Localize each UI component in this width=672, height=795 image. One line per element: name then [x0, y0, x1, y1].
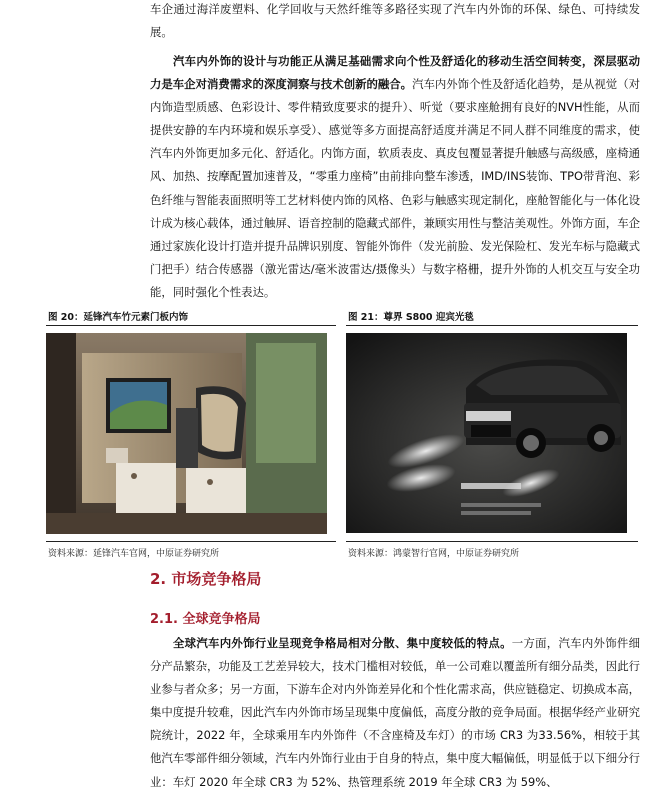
paragraph-global-competition	[150, 632, 640, 794]
yanfeng-door-panel-photo	[46, 333, 327, 534]
subsection-heading-global-competition: 2.1. 全球竞争格局	[150, 612, 261, 627]
figure-21-caption: 图 21：尊界 S800 迎宾光毯	[348, 312, 474, 323]
paragraph-intro	[150, 0, 640, 44]
figure-21-rule	[346, 325, 638, 326]
paragraph-global-competition-bold: 全球汽车内外饰行业呈现竞争格局相对分散、集中度较低的特点。	[173, 636, 512, 650]
figure-20-source-rule	[46, 541, 336, 542]
figure-20-image	[46, 333, 327, 534]
paragraph-design-trend-body: 汽车内外饰个性及舒适化趋势，是从视觉（对内饰造型质感、色彩设计、零件精致度要求的提升）、听觉（要求座舱拥有良好的NVH性能，从而提供安静的车内环境和娱乐享受）、感觉等多方面提高舒适度并满足不同人群不同维度的需求，使汽车内外饰更加多元化、舒适化。内饰方面，软质表皮、真皮包覆显著提升触感与高级感，座椅通风、加热、按摩配置加速普及，“零重力座椅”由前排向整车渗透，IMD/INS装饰、TPO带背泡、彩色纤维与智能表面照明等工艺材料使内饰的风格、色彩与触感实现定制化，座舱智能化与一体化设计成为核心载体，通过触屏、语音控制的隐藏式部件，兼顾实用性与整洁美观性。外饰方面，车企通过家族化设计打造并提升品牌识别度、智能外饰件（发光前脸、发光保险杠、发光车标与隐藏式门把手）结合传感器（激光雷达/毫米波雷达/摄像头）与数字格栅，提升外饰的人机交互与安全功能，同时强化个性表达。	[150, 77, 640, 299]
figure-21-image	[346, 333, 627, 533]
paragraph-intro-text: 车企通过海洋废塑料、化学回收与天然纤维等多路径实现了汽车内外饰的环保、绿色、可持续发展。	[150, 2, 640, 40]
figure-20-rule	[46, 325, 336, 326]
figure-20-caption: 图 20：延锋汽车竹元素门板内饰	[48, 312, 189, 323]
paragraph-design-trend-bold: 汽车内外饰的设计与功能正从满足基础需求向个性及舒适化的移动生活空间转变，深层驱动力是车企对消费需求的深度洞察与技术创新的融合。	[150, 54, 640, 92]
paragraph-global-competition-body: 一方面，汽车内外饰件细分产品繁杂，功能及工艺差异较大，技术门槛相对较低，单一公司难以覆盖所有细分品类，因此行业参与者众多；另一方面，下游车企对内外饰差异化和个性化需求高，供应链稳定、切换成本高，集中度提升较难，因此汽车内外饰市场呈现集中度偏低，高度分散的竞争局面。根据华经产业研究院统计，2022 年，全球乘用车内外饰件（不含座椅及车灯）的市场 CR3 为33.56%，相较于其他汽车零部件细分领域，汽车内外饰行业由于自身的特点，集中度大幅偏低，明显低于以下细分行业：车灯 2020 年全球 CR3 为 52%、热管理系统 2019 年全球 CR3 为 59%、	[150, 636, 640, 789]
figure-21-source: 资料来源：鸿蒙智行官网，中原证券研究所	[348, 549, 520, 559]
maextro-s800-carpet-light-photo	[346, 333, 627, 533]
section-heading-market-competition: 2. 市场竞争格局	[150, 570, 262, 588]
figure-20-source: 资料来源：延锋汽车官网，中原证券研究所	[48, 549, 220, 559]
figure-21-source-rule	[346, 541, 638, 542]
paragraph-design-trend	[150, 50, 640, 304]
